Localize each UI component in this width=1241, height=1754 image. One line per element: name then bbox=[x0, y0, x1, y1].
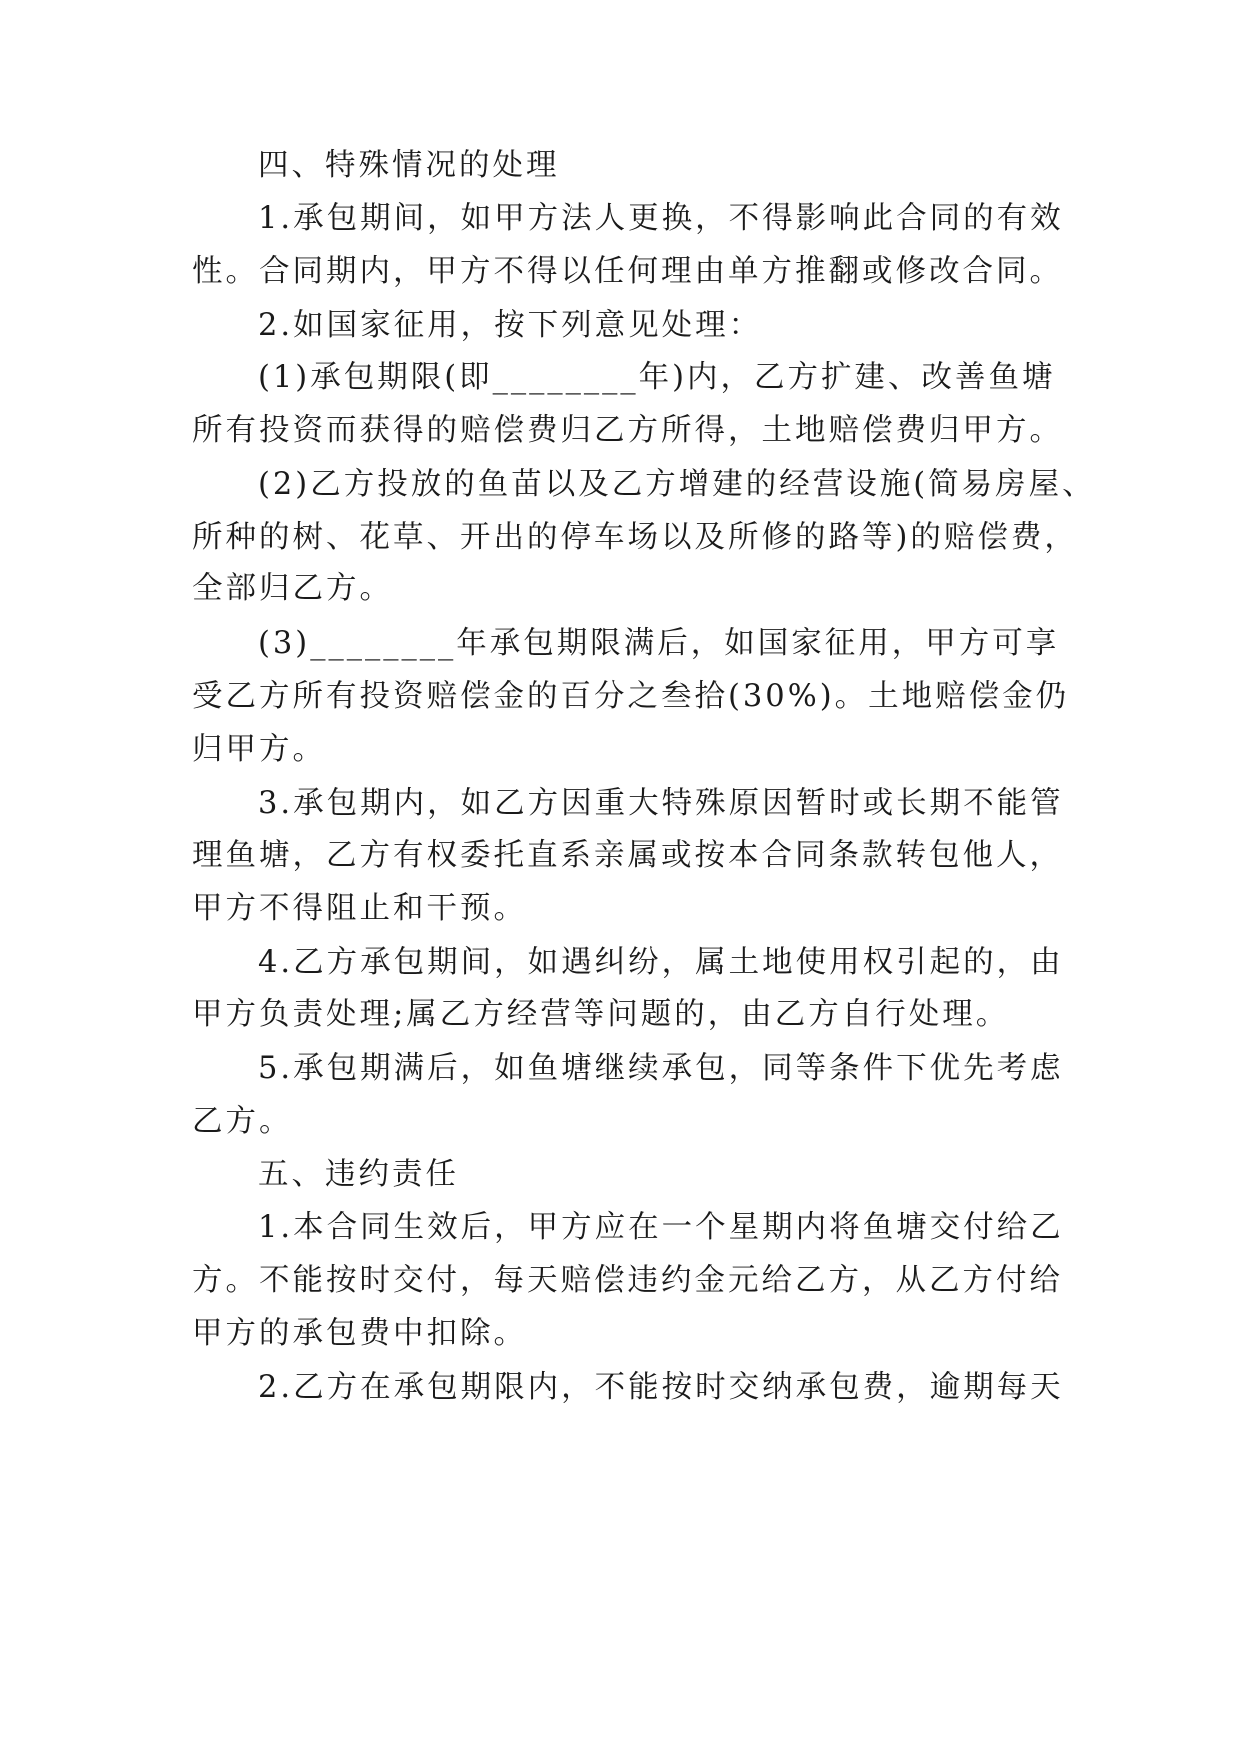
paragraph-line: 甲方的承包费中扣除。 bbox=[192, 1316, 527, 1351]
paragraph-line: 受乙方所有投资赔偿金的百分之叁拾(30%)。土地赔偿金仍 bbox=[192, 679, 1070, 714]
paragraph-line: (2)乙方投放的鱼苗以及乙方增建的经营设施(简易房屋、 bbox=[258, 467, 1096, 502]
paragraph-line: 3.承包期内，如乙方因重大特殊原因暂时或长期不能管 bbox=[258, 786, 1064, 821]
paragraph-line: 全部归乙方。 bbox=[192, 571, 393, 606]
paragraph-line: 乙方。 bbox=[192, 1104, 293, 1139]
section-heading: 四、特殊情况的处理 bbox=[258, 148, 560, 183]
paragraph-line: 所种的树、花草、开出的停车场以及所修的路等)的赔偿费， bbox=[192, 520, 1078, 555]
paragraph-line: 甲方负责处理;属乙方经营等问题的，由乙方自行处理。 bbox=[192, 997, 1010, 1032]
paragraph-line: 1.本合同生效后，甲方应在一个星期内将鱼塘交付给乙 bbox=[258, 1210, 1064, 1245]
paragraph-line: 1.承包期间，如甲方法人更换，不得影响此合同的有效 bbox=[258, 201, 1064, 236]
paragraph-line: 方。不能按时交付，每天赔偿违约金元给乙方，从乙方付给 bbox=[192, 1263, 1063, 1298]
paragraph-line: 2.乙方在承包期限内，不能按时交纳承包费，逾期每天 bbox=[258, 1370, 1064, 1405]
paragraph-line: (1)承包期限(即________年)内，乙方扩建、改善鱼塘 bbox=[258, 360, 1056, 395]
paragraph-line: 甲方不得阻止和干预。 bbox=[192, 891, 527, 926]
paragraph-line: 所有投资而获得的赔偿费归乙方所得，土地赔偿费归甲方。 bbox=[192, 413, 1063, 448]
paragraph-line: 4.乙方承包期间，如遇纠纷，属土地使用权引起的，由 bbox=[258, 945, 1064, 980]
paragraph-line: 归甲方。 bbox=[192, 732, 326, 767]
paragraph-line: 5.承包期满后，如鱼塘继续承包，同等条件下优先考虑 bbox=[258, 1051, 1064, 1086]
paragraph-line: 理鱼塘，乙方有权委托直系亲属或按本合同条款转包他人， bbox=[192, 838, 1063, 873]
paragraph-line: 2.如国家征用，按下列意见处理： bbox=[258, 308, 763, 343]
paragraph-line: 性。合同期内，甲方不得以任何理由单方推翻或修改合同。 bbox=[192, 254, 1063, 289]
section-heading: 五、违约责任 bbox=[258, 1157, 459, 1192]
paragraph-line: (3)________年承包期限满后，如国家征用，甲方可享 bbox=[258, 626, 1060, 661]
